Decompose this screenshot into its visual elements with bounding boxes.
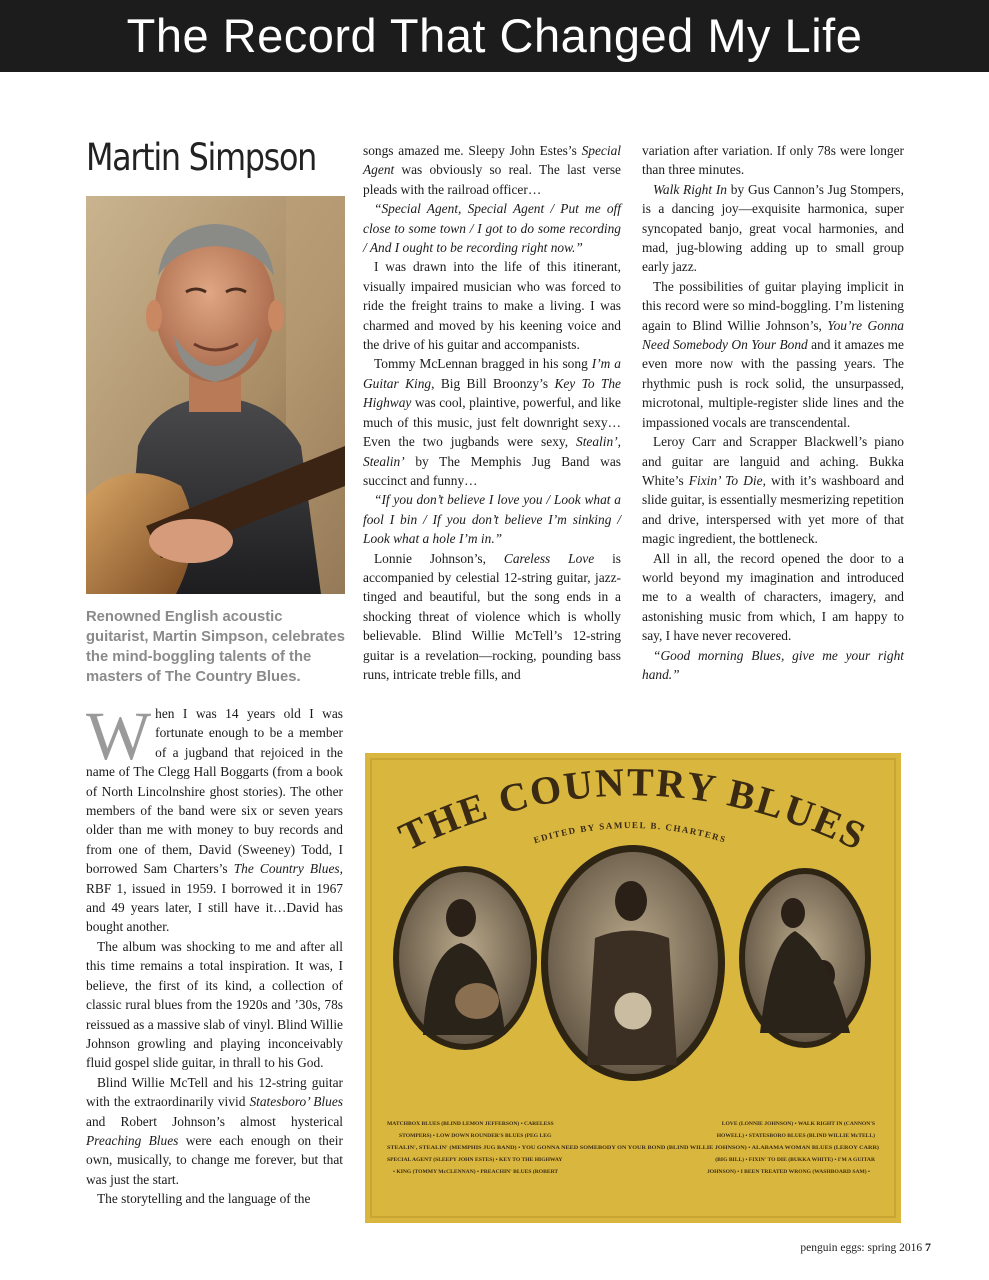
article-column-2 (363, 141, 621, 684)
article-paragraph: The album was shocking to me and after all this time remains a total inspiration. It was, I believe, the first of its kind, a collection of classic rural blues from the 1920s and ’30s, 78s reissued as a massive slab of vinyl. Blind Willie Johnson growling and playing inconceivably fluid gospel slide guitar, in thrall to his God. (86, 938, 343, 1071)
track-list-line: STEALIN', STEALIN' (MEMPHIS JUG BAND) • YOU GONNA NEED SOMEBODY ON YOUR BOND (BLIND WILLIE JOHNSON) • ALABAMA WOMAN BLUES (LEROY CARR) (387, 1145, 833, 1151)
portrait-left (393, 866, 537, 1050)
portrait-right (739, 868, 871, 1048)
article-paragraph: When I was 14 years old I was fortunate enough to be a member of a jugband that rejoiced in the name of The Clegg Hall Boggarts (from a book of North Lincolnshire ghost stories). The other members of the band were six or seven years older than me with money to buy records and from one of them, David (Sweeney) Todd, I borrowed Sam Charters’s The Country Blues, RBF 1, issued in 1959. I borrowed it in 1967 and 49 years later, I still have it…David has bought another. (86, 698, 343, 935)
track-list-line: HOWELL) • STATESBORO BLUES (BLIND WILLIE McTELL) (716, 1133, 875, 1139)
article-column-3 (642, 141, 904, 684)
cover-title: THE COUNTRY BLUES (392, 759, 875, 860)
cover-editor: EDITED BY SAMUEL B. CHARTERS (532, 819, 728, 846)
page-number: 7 (925, 1240, 931, 1254)
article-paragraph: Lonnie Johnson’s, Careless Love is accompanied by celestial 12-string guitar, jazz-tinged and beautiful, but the song ends in a shocking threat of violence which is wholly believable. Blind Willie McTell’s 12-string guitar is a revelation—rocking, pounding bass runs, intricate treble fills, and (363, 550, 622, 682)
track-list-line: STOMPERS) • LOW DOWN ROUNDER'S BLUES (PEG LEG (399, 1133, 552, 1139)
article-paragraph: Leroy Carr and Scrapper Blackwell’s piano and guitar are languid and aching. Bukka White’s Fixin’ To Die, with it’s washboard and slide guitar, is essentially mesmerizing repetition and drive, interspersed with yet more of that magic ingredient, the bottleneck. (642, 434, 905, 547)
article-column-1 (86, 698, 343, 1209)
section-title: The Record That Changed My Life (126, 9, 863, 62)
article-paragraph: I was drawn into the life of this itinerant, visually impaired musician who was forced to ride the freight trains to make a living. I was charmed and moved by his keening voice and the drive of his guitar and accompanists. (363, 259, 621, 353)
article-paragraph: songs amazed me. Sleepy John Estes’s Special Agent was obviously so real. The last verse pleads with the railroad officer… (363, 143, 621, 197)
quote: “Special Agent, Special Agent / Put me off close to some town / I got to do some recording / And I ought to be recording right now.” (363, 201, 621, 256)
page-footer (800, 1240, 931, 1255)
article-paragraph: The possibilities of guitar playing implicit in this record were so mind-boggling. I’m listening again to Blind Willie Johnson’s, You’re Gonna Need Somebody On Your Bond and it amazes me even more now with the passing years. The rhythmic push is rock solid, the unsurpassed, microtonal, multiple-register slide lines and the impassioned vocals are transcendental. (642, 278, 904, 430)
track-list-line: JOHNSON) • I BEEN TREATED WRONG (WASHBOARD SAM) • (706, 1169, 870, 1175)
quote: “Good morning Blues, give me your right hand.” (642, 647, 904, 682)
author-name: Martin Simpson (86, 136, 317, 179)
article-paragraph: variation after variation. If only 78s were longer than three minutes. (642, 143, 904, 178)
album-cover (365, 753, 901, 1223)
article-paragraph: Tommy McLennan bragged in his song I’m a Guitar King, Big Bill Broonzy’s Key To The Highway was cool, plaintive, powerful, and like much of this music, just felt downright sexy… Even the two jugbands were sexy, Stealin’, Stealin’ by The Memphis Jug Band was succinct and funny… (363, 356, 621, 488)
track-list-line: (BIG BILL) • FIXIN' TO DIE (BUKKA WHITE) • I'M A GUITAR (715, 1157, 875, 1163)
track-list-line: MATCHBOX BLUES (BLIND LEMON JEFFERSON) • CARELESS (387, 1121, 554, 1127)
article-paragraph: Blind Willie McTell and his 12-string guitar with the extraordinarily vivid Statesboro’ Blues and Robert Johnson’s almost hysterical Preaching Blues were each enough on their own, musically, to change me forever, but that was just the start. (86, 1074, 343, 1187)
track-list-line: • KING (TOMMY McCLENNAN) • PREACHIN' BLUES (ROBERT (393, 1169, 559, 1175)
track-list-line: LOVE (LONNIE JOHNSON) • WALK RIGHT IN (CANNON'S (721, 1121, 875, 1127)
publication-name: penguin eggs: spring 2016 (800, 1242, 923, 1254)
page-banner (0, 0, 989, 72)
quote: “If you don’t believe I love you / Look what a fool I bin / If you don’t believe I’m sinking / Look what a hole I’m in.” (363, 492, 621, 547)
article-paragraph: All in all, the record opened the door to a world beyond my imagination and introduced me to a wealth of characters, imagery, and astonishing music from which, I am happy to say, I have never recovered. (642, 550, 904, 644)
article-paragraph: Walk Right In by Gus Cannon’s Jug Stompers, is a dancing joy—exquisite harmonica, super syncopated banjo, great vocal harmonies, and mad, jug-blowing adding up to small group early jazz. (642, 181, 904, 275)
portrait-center (541, 845, 725, 1081)
track-list-line: SPECIAL AGENT (SLEEPY JOHN ESTES) • KEY TO THE HIGHWAY (387, 1157, 563, 1163)
author-photo (86, 196, 345, 594)
standfirst: Renowned English acoustic guitarist, Martin Simpson, celebrates the mind-boggling talents of the masters of The Country Blues. (86, 609, 346, 685)
drop-cap: W (86, 698, 152, 774)
article-paragraph: The storytelling and the language of the (97, 1191, 311, 1207)
